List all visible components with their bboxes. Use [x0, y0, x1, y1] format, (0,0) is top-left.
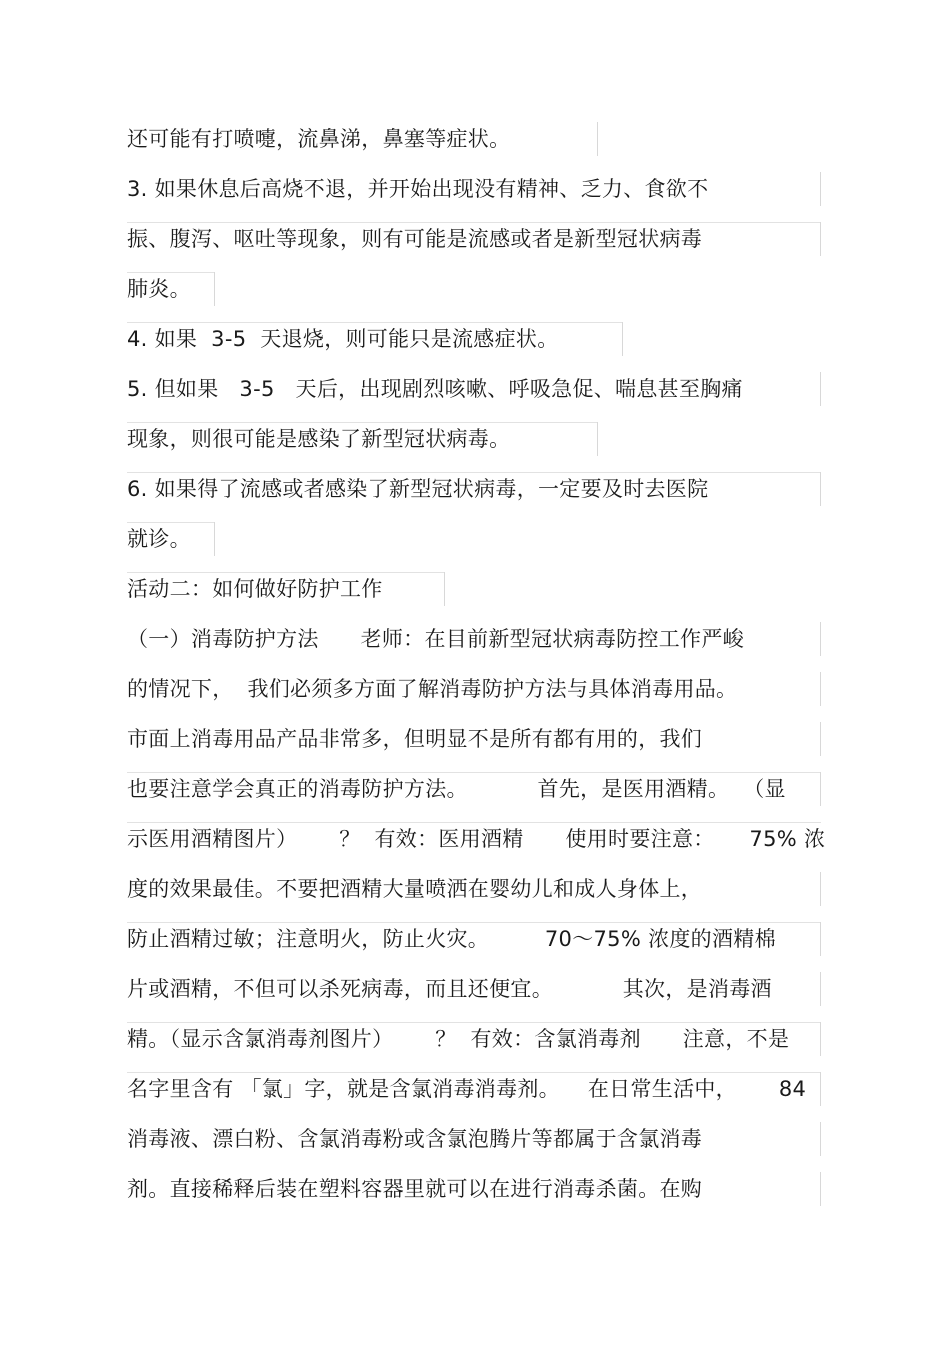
section-heading: 活动二：如何做好防护工作: [127, 577, 383, 601]
text-line: 防止酒精过敏；注意明火，防止火灾。 70～75% 浓度的酒精棉: [127, 927, 776, 951]
text-line: 3. 如果休息后高烧不退，并开始出现没有精神、乏力、食欲不: [127, 177, 709, 201]
text-line: （一）消毒防护方法 老师：在目前新型冠状病毒防控工作严峻: [127, 627, 744, 651]
text-line: 6. 如果得了流感或者感染了新型冠状病毒，一定要及时去医院: [127, 477, 709, 501]
table-rule: [820, 372, 821, 406]
text-line: 市面上消毒用品产品非常多，但明显不是所有都有用的，我们: [127, 727, 703, 751]
text-line: 度的效果最佳。不要把酒精大量喷洒在婴幼儿和成人身体上，: [127, 877, 703, 901]
table-rule: [622, 322, 623, 356]
text-line: 现象，则很可能是感染了新型冠状病毒。: [127, 427, 511, 451]
table-rule: [820, 1172, 821, 1206]
table-rule: [820, 972, 821, 1006]
table-rule: [820, 922, 821, 956]
table-rule: [444, 572, 445, 606]
text-line: 4. 如果 3-5 天退烧，则可能只是流感症状。: [127, 327, 559, 351]
table-rule: [820, 722, 821, 756]
table-rule: [597, 422, 598, 456]
text-line: 片或酒精，不但可以杀死病毒，而且还便宜。 其次，是消毒酒: [127, 977, 772, 1001]
table-rule: [820, 1022, 821, 1056]
text-line: 示医用酒精图片） ？ 有效：医用酒精 使用时要注意： 75% 浓: [127, 827, 826, 851]
text-line: 还可能有打喷嚏，流鼻涕，鼻塞等症状。: [127, 127, 511, 151]
text-line: 就诊。: [127, 527, 191, 551]
table-rule: [820, 1122, 821, 1156]
text-line: 剂。直接稀释后装在塑料容器里就可以在进行消毒杀菌。在购: [127, 1177, 703, 1201]
text-line: 振、腹泻、呕吐等现象，则有可能是流感或者是新型冠状病毒: [127, 227, 703, 251]
table-rule: [820, 222, 821, 256]
table-rule: [214, 272, 215, 306]
text-line: 的情况下， 我们必须多方面了解消毒防护方法与具体消毒用品。: [127, 677, 738, 701]
text-line: 消毒液、漂白粉、含氯消毒粉或含氯泡腾片等都属于含氯消毒: [127, 1127, 703, 1151]
table-rule: [820, 872, 821, 906]
table-rule: [820, 472, 821, 506]
text-line: 精。（显示含氯消毒剂图片） ？ 有效：含氯消毒剂 注意，不是: [127, 1027, 790, 1051]
table-rule: [820, 172, 821, 206]
table-rule: [597, 122, 598, 156]
table-rule: [820, 672, 821, 706]
text-line: 也要注意学会真正的消毒防护方法。 首先，是医用酒精。 （显: [127, 777, 786, 801]
table-rule: [820, 1072, 821, 1106]
table-rule: [820, 622, 821, 656]
text-line: 5. 但如果 3-5 天后，出现剧烈咳嗽、呼吸急促、喘息甚至胸痛: [127, 377, 743, 401]
text-line: 肺炎。: [127, 277, 191, 301]
table-rule: [214, 522, 215, 556]
table-rule: [820, 772, 821, 806]
text-line: 名字里含有 「氯」字，就是含氯消毒消毒剂。 在日常生活中， 84: [127, 1077, 807, 1101]
